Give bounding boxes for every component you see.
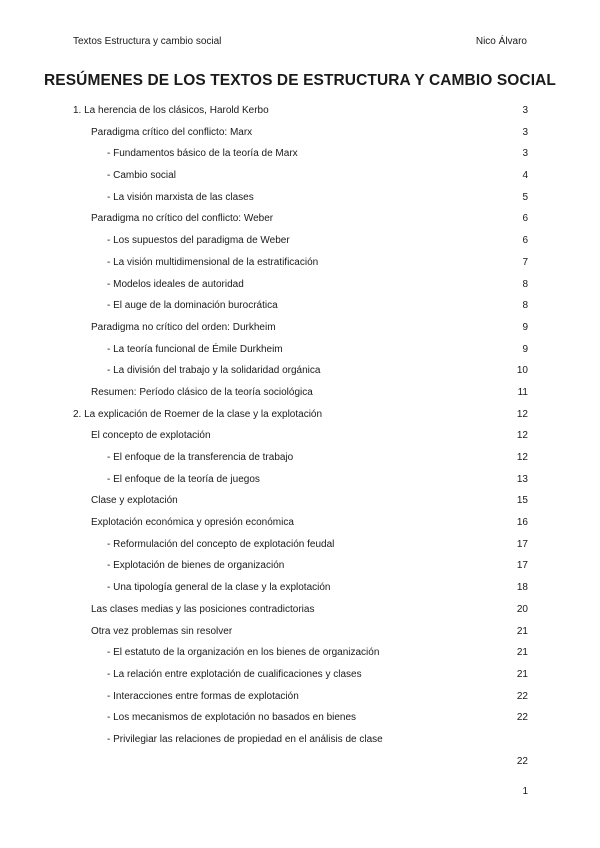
- toc-entry[interactable]: [0, 341, 600, 363]
- toc-entry-label: - Explotación de bienes de organización: [107, 560, 285, 572]
- header-right: Nico Álvaro: [475, 36, 527, 47]
- page-title: RESÚMENES DE LOS TEXTOS DE ESTRUCTURA Y CAMBIO SOCIAL: [44, 72, 556, 89]
- toc-entry[interactable]: [0, 579, 600, 601]
- toc-entry[interactable]: [0, 644, 600, 666]
- toc-entry[interactable]: [0, 276, 600, 298]
- toc-entry-label: Las clases medias y las posiciones contradictorias: [91, 603, 315, 615]
- toc-entry-label: Paradigma no crítico del conflicto: Weber: [91, 213, 274, 225]
- toc-entry[interactable]: [0, 145, 600, 167]
- toc-entry[interactable]: [0, 254, 600, 276]
- toc-entry-page: 17: [516, 560, 528, 572]
- toc-entry-label: - El auge de la dominación burocrática: [107, 300, 278, 312]
- toc-entry[interactable]: [0, 731, 600, 767]
- toc-entry[interactable]: [0, 189, 600, 211]
- page-number: 1: [522, 786, 528, 797]
- toc-entry-label: - Interacciones entre formas de explotación: [107, 690, 299, 702]
- toc-entry[interactable]: [0, 210, 600, 232]
- toc-entry[interactable]: [0, 297, 600, 319]
- toc-entry-label: - Modelos ideales de autoridad: [107, 278, 244, 290]
- toc-entry[interactable]: [0, 102, 600, 124]
- toc-entry[interactable]: [0, 536, 600, 558]
- toc-entry-label: - Los supuestos del paradigma de Weber: [107, 235, 290, 247]
- toc-entry-page: 7: [522, 256, 528, 268]
- toc-entry-label: - El estatuto de la organización en los bienes de organización: [107, 647, 380, 659]
- toc-entry[interactable]: [0, 232, 600, 254]
- toc-entry[interactable]: [0, 406, 600, 428]
- toc-entry[interactable]: [0, 124, 600, 146]
- toc-entry[interactable]: [0, 601, 600, 623]
- toc-entry-page: 3: [522, 126, 528, 138]
- toc-entry-page: 4: [522, 170, 528, 182]
- toc-entry-page: 21: [516, 647, 528, 659]
- toc-entry-page: 9: [522, 321, 528, 333]
- toc-entry-page: 8: [522, 278, 528, 290]
- toc-entry-label: - El enfoque de la teoría de juegos: [107, 473, 260, 485]
- toc-entry-page: 5: [522, 191, 528, 203]
- toc-entry[interactable]: [0, 492, 600, 514]
- toc-entry-page: 12: [516, 452, 528, 463]
- toc-entry-page: 21: [516, 668, 528, 680]
- header-left: Textos Estructura y cambio social: [73, 36, 222, 47]
- toc-entry-label: Otra vez problemas sin resolver: [91, 625, 233, 637]
- toc-entry[interactable]: [0, 557, 600, 579]
- toc-entry-page: 22: [516, 755, 528, 767]
- toc-entry-label: - La división del trabajo y la solidaridad orgánica: [107, 365, 321, 377]
- toc-entry-label: - La relación entre explotación de cualificaciones y clases: [107, 668, 362, 680]
- toc-entry-label: Paradigma crítico del conflicto: Marx: [91, 126, 253, 138]
- toc-entry[interactable]: [0, 319, 600, 341]
- toc-entry-page: 16: [516, 517, 528, 529]
- toc-entry-page: 9: [522, 343, 528, 355]
- toc-entry[interactable]: [0, 623, 600, 645]
- toc-entry-label: - Fundamentos básico de la teoría de Marx: [107, 148, 298, 160]
- toc-entry-label: Clase y explotación: [91, 495, 178, 507]
- toc-entry-label: - La visión marxista de las clases: [107, 191, 254, 203]
- toc-entry[interactable]: [0, 666, 600, 688]
- toc-entry-label: Paradigma no crítico del orden: Durkheim: [91, 321, 276, 333]
- toc-entry-label: - La visión multidimensional de la estratificación: [107, 256, 319, 268]
- toc-entry-page: 17: [516, 538, 528, 550]
- toc-entry-page: 22: [516, 690, 528, 702]
- toc-entry-page: 22: [516, 712, 528, 724]
- toc-entry-label: - El enfoque de la transferencia de trabajo: [107, 452, 294, 463]
- toc-entry-label: Explotación económica y opresión económica: [91, 517, 294, 529]
- toc-entry-page: 20: [516, 603, 528, 615]
- toc-entry-label: El concepto de explotación: [91, 430, 211, 442]
- toc-entry-label: - Una tipología general de la clase y la explotación: [107, 582, 331, 594]
- toc-entry-page: 3: [522, 105, 528, 116]
- toc-entry[interactable]: [0, 384, 600, 406]
- toc-entry-page: 15: [516, 495, 528, 507]
- toc-entry[interactable]: [0, 362, 600, 384]
- toc-entry-label: - La teoría funcional de Émile Durkheim: [107, 343, 283, 355]
- toc-entry[interactable]: [0, 709, 600, 731]
- toc-entry-page: 12: [516, 408, 528, 420]
- toc-entry-page: 18: [516, 582, 528, 594]
- toc-entry[interactable]: [0, 471, 600, 493]
- toc-entry[interactable]: [0, 167, 600, 189]
- toc-entry[interactable]: [0, 514, 600, 536]
- toc-entry-page: 13: [516, 473, 528, 485]
- toc-entry-label: Resumen: Período clásico de la teoría sociológica: [91, 386, 313, 398]
- toc-entry-page: 6: [522, 235, 528, 247]
- toc-entry[interactable]: [0, 449, 600, 471]
- toc-entry-page: 3: [522, 148, 528, 160]
- toc-entry-label: 2. La explicación de Roemer de la clase y la explotación: [73, 408, 323, 420]
- toc-entry-page: 8: [522, 300, 528, 312]
- toc-entry-label: - Los mecanismos de explotación no basados en bienes: [107, 712, 357, 724]
- toc-entry[interactable]: [0, 688, 600, 710]
- toc-entry-label: - Privilegiar las relaciones de propiedad en el análisis de clase: [107, 733, 383, 745]
- toc-entry[interactable]: [0, 427, 600, 449]
- toc-entry-label: 1. La herencia de los clásicos, Harold Kerbo: [73, 105, 269, 116]
- toc-entry-page: 6: [522, 213, 528, 225]
- toc-entry-page: 10: [516, 365, 528, 377]
- toc-entry-page: 11: [517, 386, 528, 398]
- toc-entry-page: 21: [516, 625, 528, 637]
- toc-entry-label: - Cambio social: [107, 170, 176, 182]
- table-of-contents: [0, 102, 600, 767]
- toc-entry-label: - Reformulación del concepto de explotación feudal: [107, 538, 335, 550]
- toc-entry-page: 12: [516, 430, 528, 442]
